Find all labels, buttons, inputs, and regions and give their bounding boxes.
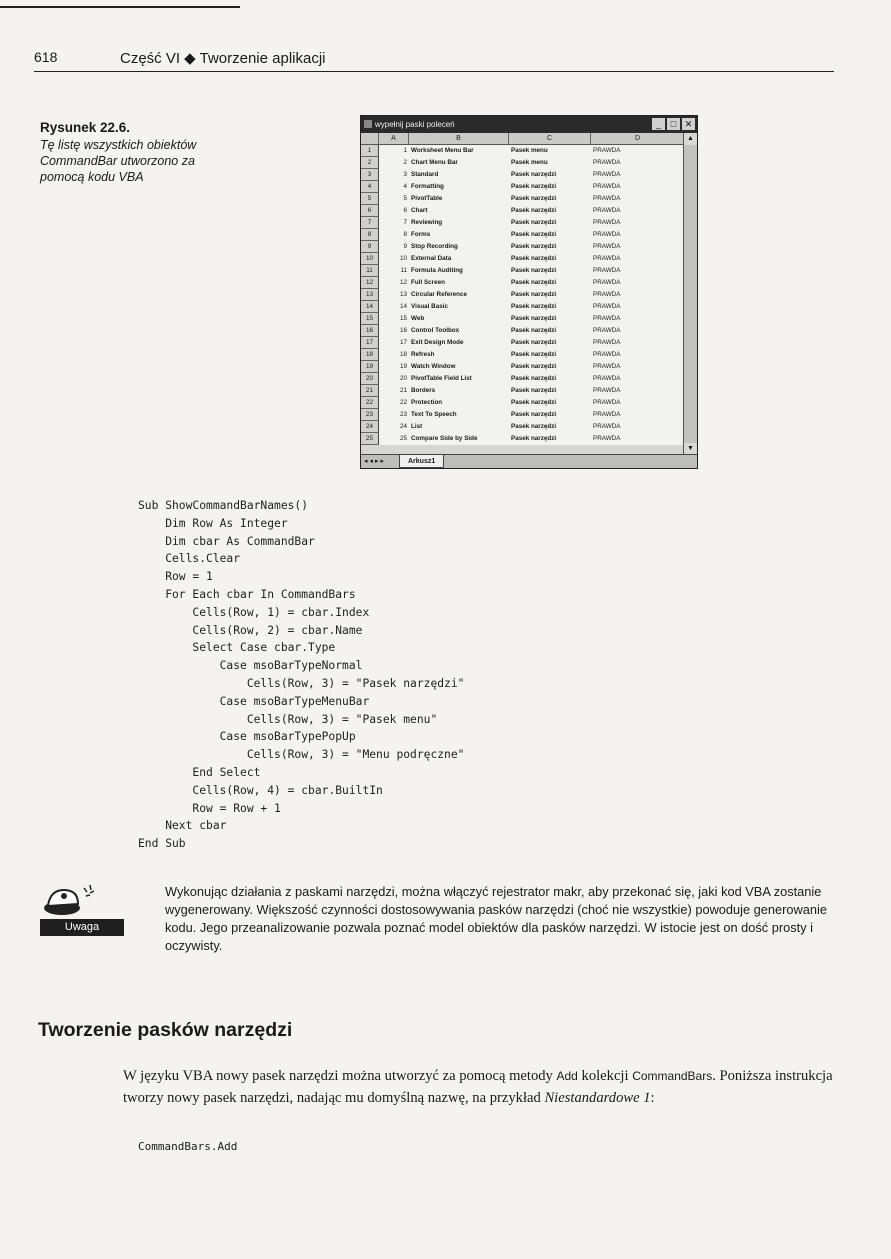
cell-name[interactable]: Protection: [411, 399, 443, 406]
cell-name[interactable]: Text To Speech: [411, 411, 457, 418]
cell-index[interactable]: 22: [399, 399, 407, 406]
code-line: Cells(Row, 3) = "Pasek narzędzi": [138, 676, 465, 690]
row-header[interactable]: 6: [361, 205, 379, 217]
table-row: [361, 337, 685, 349]
cell-index[interactable]: 24: [399, 423, 407, 430]
sheet-tab-bar: [361, 454, 697, 468]
cell-builtin[interactable]: PRAWDA: [593, 411, 621, 418]
row-header[interactable]: 11: [361, 265, 379, 277]
table-row: [361, 145, 685, 157]
maximize-icon[interactable]: □: [667, 118, 680, 130]
cell-index[interactable]: 15: [399, 315, 407, 322]
cell-index[interactable]: 9: [403, 243, 407, 250]
cell-index[interactable]: 10: [399, 255, 407, 262]
cell-index[interactable]: 3: [403, 171, 407, 178]
cell-type[interactable]: Pasek narzędzi: [511, 219, 557, 226]
table-row: [361, 301, 685, 313]
cell-type[interactable]: Pasek menu: [511, 159, 548, 166]
cell-type[interactable]: Pasek narzędzi: [511, 195, 557, 202]
cell-builtin[interactable]: PRAWDA: [593, 267, 621, 274]
excel-app-icon: [364, 120, 372, 128]
cell-name[interactable]: Forms: [411, 231, 431, 238]
excel-window-title: wypełnij paski poleceń: [375, 120, 455, 129]
row-header[interactable]: 13: [361, 289, 379, 301]
row-header[interactable]: 4: [361, 181, 379, 193]
cell-type[interactable]: Pasek narzędzi: [511, 243, 557, 250]
cell-index[interactable]: 20: [399, 375, 407, 382]
bell-ringing-icon: [40, 882, 124, 922]
code-line: Cells.Clear: [138, 552, 241, 566]
cell-builtin[interactable]: PRAWDA: [593, 183, 621, 190]
table-row: [361, 289, 685, 301]
row-header[interactable]: 25: [361, 433, 379, 445]
cell-type[interactable]: Pasek narzędzi: [511, 423, 557, 430]
row-header[interactable]: 12: [361, 277, 379, 289]
row-header[interactable]: 19: [361, 361, 379, 373]
row-header[interactable]: 24: [361, 421, 379, 433]
table-row: [361, 181, 685, 193]
row-header[interactable]: 2: [361, 157, 379, 169]
cell-builtin[interactable]: PRAWDA: [593, 303, 621, 310]
cell-name[interactable]: Refresh: [411, 351, 435, 358]
cell-name[interactable]: Reviewing: [411, 219, 443, 226]
cell-builtin[interactable]: PRAWDA: [593, 315, 621, 322]
cell-name[interactable]: Circular Reference: [411, 291, 467, 298]
note-badge: Uwaga: [40, 919, 124, 936]
cell-name[interactable]: Visual Basic: [411, 303, 448, 310]
table-row: [361, 421, 685, 433]
code-line: Select Case cbar.Type: [138, 641, 336, 655]
cell-builtin[interactable]: PRAWDA: [593, 231, 621, 238]
cell-type[interactable]: Pasek narzędzi: [511, 411, 557, 418]
cell-type[interactable]: Pasek narzędzi: [511, 351, 557, 358]
excel-window: [360, 115, 698, 469]
code-line: Row = 1: [138, 570, 213, 584]
row-header[interactable]: 20: [361, 373, 379, 385]
column-header[interactable]: B: [409, 133, 509, 144]
code-line: End Sub: [138, 837, 186, 851]
cell-builtin[interactable]: PRAWDA: [593, 147, 621, 154]
cell-index[interactable]: 17: [399, 339, 407, 346]
select-all-corner[interactable]: [361, 133, 379, 144]
cell-type[interactable]: Pasek narzędzi: [511, 171, 557, 178]
code-line: For Each cbar In CommandBars: [138, 587, 356, 601]
para-method: Add: [556, 1069, 578, 1083]
cell-name[interactable]: Standard: [411, 171, 439, 178]
cell-name[interactable]: Formula Auditing: [411, 267, 463, 274]
row-header[interactable]: 18: [361, 349, 379, 361]
cell-name[interactable]: Stop Recording: [411, 243, 458, 250]
table-row: [361, 433, 685, 445]
cell-name[interactable]: Worksheet Menu Bar: [411, 147, 474, 154]
cell-builtin[interactable]: PRAWDA: [593, 279, 621, 286]
code-line: Case msoBarTypeNormal: [138, 659, 363, 673]
scroll-down-icon[interactable]: ▼: [684, 443, 697, 455]
cell-builtin[interactable]: PRAWDA: [593, 327, 621, 334]
code-line: Dim Row As Integer: [138, 516, 288, 530]
cell-index[interactable]: 21: [399, 387, 407, 394]
cell-type[interactable]: Pasek narzędzi: [511, 291, 557, 298]
table-row: [361, 373, 685, 385]
top-rule: [0, 6, 240, 8]
row-header[interactable]: 5: [361, 193, 379, 205]
column-header[interactable]: D: [591, 133, 685, 144]
cell-type[interactable]: Pasek narzędzi: [511, 255, 557, 262]
cell-builtin[interactable]: PRAWDA: [593, 219, 621, 226]
figure-label: Rysunek 22.6.: [40, 120, 131, 135]
cell-type[interactable]: Pasek narzędzi: [511, 303, 557, 310]
cell-type[interactable]: Pasek narzędzi: [511, 399, 557, 406]
table-row: [361, 265, 685, 277]
cell-index[interactable]: 1: [403, 147, 407, 154]
cell-builtin[interactable]: PRAWDA: [593, 255, 621, 262]
cell-name[interactable]: Compare Side by Side: [411, 435, 478, 442]
cell-name[interactable]: Web: [411, 315, 425, 322]
cell-index[interactable]: 2: [403, 159, 407, 166]
row-header[interactable]: 7: [361, 217, 379, 229]
cell-type[interactable]: Pasek narzędzi: [511, 435, 557, 442]
sheet-nav-arrows-icon[interactable]: ◂◂▸▸: [364, 458, 387, 465]
cell-type[interactable]: Pasek menu: [511, 147, 548, 154]
cell-index[interactable]: 19: [399, 363, 407, 370]
table-row: [361, 241, 685, 253]
cell-name[interactable]: External Data: [411, 255, 452, 262]
page-header: [34, 47, 834, 72]
cell-index[interactable]: 25: [399, 435, 407, 442]
row-header[interactable]: 14: [361, 301, 379, 313]
cell-index[interactable]: 4: [403, 183, 407, 190]
cell-type[interactable]: Pasek narzędzi: [511, 183, 557, 190]
table-row: [361, 169, 685, 181]
para-text: . Poniższa instrukcja tworzy nowy pasek narzędzi, nadając mu domyślną nazwę, na przykład: [123, 1068, 833, 1106]
table-row: [361, 313, 685, 325]
code-line: Dim cbar As CommandBar: [138, 534, 315, 548]
cell-index[interactable]: 8: [403, 231, 407, 238]
cell-name[interactable]: Formatting: [411, 183, 444, 190]
cell-builtin[interactable]: PRAWDA: [593, 435, 621, 442]
cell-type[interactable]: Pasek narzędzi: [511, 267, 557, 274]
cell-index[interactable]: 6: [403, 207, 407, 214]
excel-rows: [361, 145, 685, 445]
page-number: 618: [34, 49, 58, 65]
cell-builtin[interactable]: PRAWDA: [593, 339, 621, 346]
code-listing: [138, 497, 464, 853]
para-collection: CommandBars: [632, 1069, 713, 1083]
scroll-up-icon[interactable]: ▲: [684, 133, 697, 145]
table-row: [361, 361, 685, 373]
cell-index[interactable]: 13: [399, 291, 407, 298]
cell-index[interactable]: 14: [399, 303, 407, 310]
figure-caption-text: Tę listę wszystkich obiektów CommandBar utworzono za pomocą kodu VBA: [40, 138, 197, 184]
cell-builtin[interactable]: PRAWDA: [593, 243, 621, 250]
row-header[interactable]: 1: [361, 145, 379, 157]
code-line: Next cbar: [138, 819, 227, 833]
cell-type[interactable]: Pasek narzędzi: [511, 207, 557, 214]
code-snippet: CommandBars.Add: [138, 1140, 238, 1153]
para-text: kolekcji: [581, 1068, 629, 1084]
running-head: Część VI ◆ Tworzenie aplikacji: [120, 50, 326, 67]
para-text: W języku VBA nowy pasek narzędzi można utworzyć za pomocą metody: [123, 1068, 553, 1084]
table-row: [361, 325, 685, 337]
note-text: Wykonując działania z paskami narzędzi, można włączyć rejestrator makr, aby przekonać się, jaki kod VBA zostanie wygenerowany. Większość czynności dostosowywania pasków narzędzi (choć nie wszystkie) powoduje generowanie kodu. Jego przeanalizowanie pozwala poznać model obiektów dla pasków narzędzi. W istocie jest on dość prosty i oczywisty.: [165, 884, 827, 953]
cell-name[interactable]: Full Screen: [411, 279, 445, 286]
vertical-scrollbar[interactable]: [683, 133, 697, 455]
cell-name[interactable]: Exit Design Mode: [411, 339, 464, 346]
row-header[interactable]: 10: [361, 253, 379, 265]
table-row: [361, 385, 685, 397]
code-line: Cells(Row, 3) = "Pasek menu": [138, 712, 438, 726]
code-line: Row = Row + 1: [138, 801, 281, 815]
row-header[interactable]: 17: [361, 337, 379, 349]
code-line: Cells(Row, 4) = cbar.BuiltIn: [138, 783, 383, 797]
row-header[interactable]: 3: [361, 169, 379, 181]
section-heading: Tworzenie pasków narzędzi: [38, 1019, 293, 1041]
cell-index[interactable]: 16: [399, 327, 407, 334]
cell-builtin[interactable]: PRAWDA: [593, 207, 621, 214]
cell-builtin[interactable]: PRAWDA: [593, 171, 621, 178]
cell-name[interactable]: Chart Menu Bar: [411, 159, 458, 166]
cell-type[interactable]: Pasek narzędzi: [511, 279, 557, 286]
row-header[interactable]: 15: [361, 313, 379, 325]
cell-type[interactable]: Pasek narzędzi: [511, 231, 557, 238]
table-row: [361, 409, 685, 421]
minimize-icon[interactable]: _: [652, 118, 665, 130]
cell-index[interactable]: 12: [399, 279, 407, 286]
table-row: [361, 157, 685, 169]
code-line: End Select: [138, 765, 261, 779]
para-text: :: [650, 1090, 655, 1106]
code-line: Case msoBarTypePopUp: [138, 730, 356, 744]
cell-name[interactable]: Chart: [411, 207, 428, 214]
cell-builtin[interactable]: PRAWDA: [593, 351, 621, 358]
cell-index[interactable]: 23: [399, 411, 407, 418]
excel-titlebar: [361, 116, 697, 133]
code-line: Cells(Row, 3) = "Menu podręczne": [138, 748, 465, 762]
column-header[interactable]: C: [509, 133, 591, 144]
code-line: Cells(Row, 1) = cbar.Index: [138, 605, 370, 619]
cell-type[interactable]: Pasek narzędzi: [511, 327, 557, 334]
cell-name[interactable]: Control Toolbox: [411, 327, 460, 334]
row-header[interactable]: 23: [361, 409, 379, 421]
cell-index[interactable]: 18: [399, 351, 407, 358]
cell-builtin[interactable]: PRAWDA: [593, 363, 621, 370]
table-row: [361, 253, 685, 265]
column-header[interactable]: A: [379, 133, 409, 144]
figure-caption: [40, 120, 240, 185]
cell-name[interactable]: List: [411, 423, 423, 430]
row-header[interactable]: 21: [361, 385, 379, 397]
cell-builtin[interactable]: PRAWDA: [593, 423, 621, 430]
cell-type[interactable]: Pasek narzędzi: [511, 315, 557, 322]
para-example: Niestandardowe 1: [544, 1090, 651, 1106]
cell-name[interactable]: Watch Window: [411, 363, 456, 370]
table-row: [361, 349, 685, 361]
row-header[interactable]: 9: [361, 241, 379, 253]
body-paragraph: [123, 1065, 835, 1109]
excel-grid: [361, 133, 685, 455]
table-row: [361, 229, 685, 241]
cell-index[interactable]: 5: [403, 195, 407, 202]
cell-index[interactable]: 7: [403, 219, 407, 226]
note-icon-block: [40, 882, 120, 938]
cell-index[interactable]: 11: [400, 267, 407, 274]
code-line: Cells(Row, 2) = cbar.Name: [138, 623, 363, 637]
cell-type[interactable]: Pasek narzędzi: [511, 375, 557, 382]
row-header[interactable]: 22: [361, 397, 379, 409]
cell-name[interactable]: PivotTable: [411, 195, 443, 202]
table-row: [361, 277, 685, 289]
table-row: [361, 193, 685, 205]
cell-builtin[interactable]: PRAWDA: [593, 399, 621, 406]
table-row: [361, 217, 685, 229]
code-line: Sub ShowCommandBarNames(): [138, 499, 309, 512]
table-row: [361, 205, 685, 217]
cell-builtin[interactable]: PRAWDA: [593, 159, 621, 166]
cell-type[interactable]: Pasek narzędzi: [511, 363, 557, 370]
cell-type[interactable]: Pasek narzędzi: [511, 387, 557, 394]
cell-builtin[interactable]: PRAWDA: [593, 291, 621, 298]
cell-name[interactable]: PivotTable Field List: [411, 375, 472, 382]
row-header[interactable]: 8: [361, 229, 379, 241]
cell-builtin[interactable]: PRAWDA: [593, 387, 621, 394]
row-header[interactable]: 16: [361, 325, 379, 337]
table-row: [361, 397, 685, 409]
cell-builtin[interactable]: PRAWDA: [593, 375, 621, 382]
cell-type[interactable]: Pasek narzędzi: [511, 339, 557, 346]
close-icon[interactable]: ✕: [682, 118, 695, 130]
column-headers: [361, 133, 685, 145]
code-line: Case msoBarTypeMenuBar: [138, 694, 370, 708]
cell-name[interactable]: Borders: [411, 387, 436, 394]
sheet-tab[interactable]: Arkusz1: [399, 455, 444, 468]
cell-builtin[interactable]: PRAWDA: [593, 195, 621, 202]
